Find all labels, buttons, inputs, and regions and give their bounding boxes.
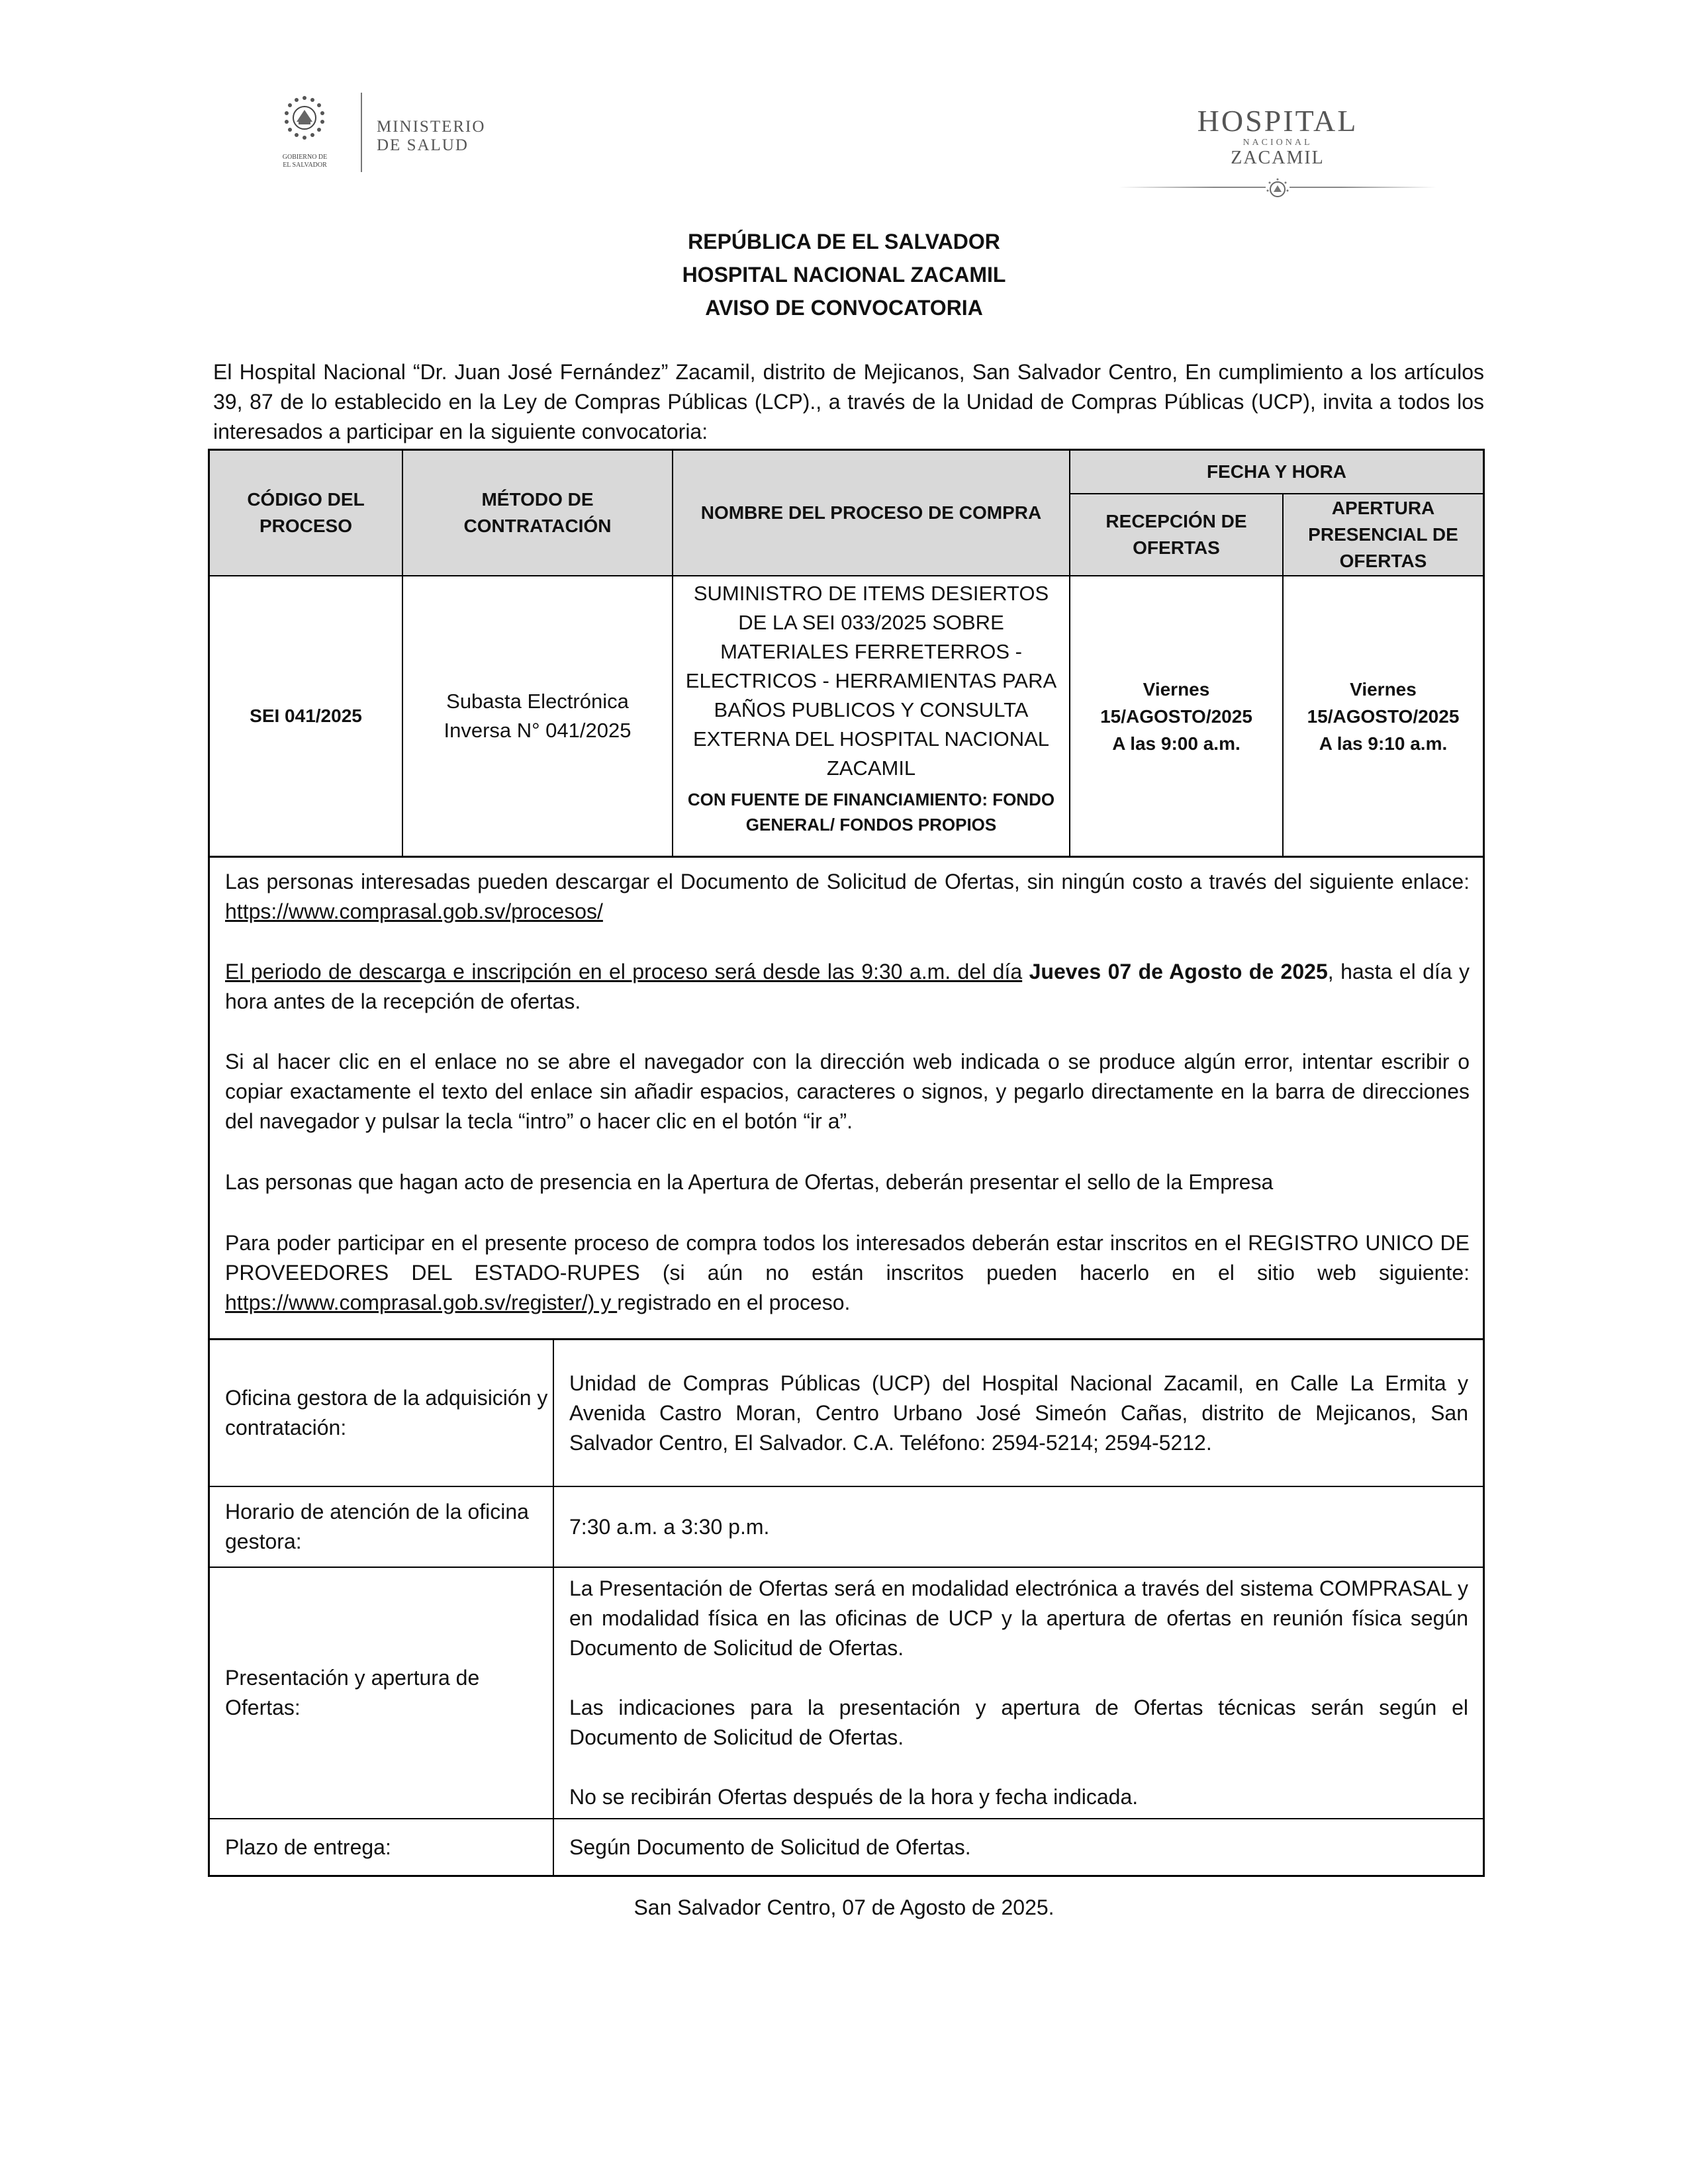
place-date-footer: San Salvador Centro, 07 de Agosto de 2025. [633,1895,1055,1919]
period-paragraph: El periodo de descarga e inscripción en el proceso será desde las 9:30 a.m. del día Jueves 07 de Agosto de 2025, hasta el día y hora antes de la recepción de ofertas. [225,960,1470,1013]
seal-paragraph: Las personas que hagan acto de presencia en la Apertura de Ofertas, deberán presentar el sello de la Empresa [225,1170,1274,1194]
ministry-name: MINISTERIO DE SALUD [377,118,486,154]
header-recepcion: RECEPCIÓN DE OFERTAS [1070,494,1284,576]
title-aviso: AVISO DE CONVOCATORIA [705,296,983,320]
procesos-link[interactable]: https://www.comprasal.gob.sv/procesos/ [225,899,603,923]
financiamiento-text: CON FUENTE DE FINANCIAMIENTO: FONDO GENERAL/ FONDOS PROPIOS [687,790,1055,835]
cell-codigo: SEI 041/2025 [210,576,403,856]
hospital-logo-nacional: NACIONAL [1243,138,1313,148]
cell-nombre [673,576,1070,856]
details-label: Horario de atención de la oficina gestora: [210,1487,554,1567]
hospital-logo-word: HOSPITAL [1197,104,1358,138]
seal-caption: GOBIERNO DE EL SALVADOR [282,154,328,169]
cell-recepcion: Viernes 15/AGOSTO/2025 A las 9:00 a.m. [1070,576,1284,856]
header-fecha-hora: FECHA Y HORA [1070,451,1483,494]
header-metodo: MÉTODO DE CONTRATACIÓN [403,451,673,576]
nombre-proceso-text: SUMINISTRO DE ITEMS DESIERTOS DE LA SEI 033/2025 SOBRE MATERIALES FERRETERROS - ELECTRICOS - HERRAMIENTAS PARA BAÑOS PUBLICOS Y CONSULTA EXTERNA DEL HOSPITAL NACIONAL ZACAMIL [685,582,1057,780]
header-nombre: NOMBRE DEL PROCESO DE COMPRA [673,451,1070,576]
logo-divider [361,93,362,172]
instructions-block [208,858,1485,1338]
download-paragraph: Las personas interesadas pueden descargar el Documento de Solicitud de Ofertas, sin ningún costo a través del siguiente enlace: https://www.comprasal.gob.sv/procesos/ [225,870,1470,923]
intro-paragraph: El Hospital Nacional “Dr. Juan José Fernández” Zacamil, distrito de Mejicanos, San Salvador Centro, En cumplimiento a los artículos 39, 87 de lo establecido en la Ley de Compras Públicas (LCP)., a través de la Unidad de Compras Públicas (UCP), invita a todos los interesados a participar en la siguiente convocatoria: [213,360,1484,443]
title-republica: REPÚBLICA DE EL SALVADOR [688,230,1000,253]
document-titles [0,225,1688,324]
header-codigo: CÓDIGO DEL PROCESO [210,451,403,576]
convocatoria-table [208,449,1485,858]
rupes-paragraph: Para poder participar en el presente proceso de compra todos los interesados deberán estar inscritos en el REGISTRO UNICO DE PROVEEDORES DEL ESTADO-RUPES (si aún no están inscritos pueden hacerlo en el sitio web siguiente: https://www.comprasal.gob.sv/register/) y registrado en el proceso. [225,1231,1470,1314]
details-label: Plazo de entrega: [210,1819,554,1875]
details-value: Según Documento de Solicitud de Ofertas. [569,1835,971,1859]
small-seal-icon [1266,177,1289,201]
details-row-presentacion [210,1568,1483,1819]
details-row-horario [210,1487,1483,1568]
hospital-zacamil-logo [1119,106,1436,205]
cell-apertura: Viernes 15/AGOSTO/2025 A las 9:10 a.m. [1307,678,1460,754]
government-seal-icon [275,93,334,179]
details-row-plazo [210,1819,1483,1875]
ministerio-salud-logo [275,93,500,179]
details-table [208,1338,1485,1877]
details-label: Presentación y apertura de Ofertas: [210,1568,554,1818]
details-value: La Presentación de Ofertas será en modalidad electrónica a través del sistema COMPRASAL y en modalidad física en las oficinas de UCP y la apertura de ofertas en reunión física según Documento de Solicitud de Ofertas. Las indicaciones para la presentación y apertura de Ofertas técnicas serán según el Documento de Solicitud de Ofertas. No se recibirán Ofertas después de la hora y fecha indicada. [569,1576,1468,1809]
details-value: Unidad de Compras Públicas (UCP) del Hospital Nacional Zacamil, en Calle La Ermita y Avenida Castro Moran, Centro Urbano José Simeón Cañas, distrito de Mejicanos, San Salvador Centro, El Salvador. C.A. Teléfono: 2594-5214; 2594-5212. [569,1371,1468,1455]
cell-metodo: Subasta Electrónica Inversa N° 041/2025 [403,576,673,856]
details-label: Oficina gestora de la adquisición y contratación: [210,1340,554,1486]
hospital-logo-zacamil: ZACAMIL [1231,148,1325,168]
register-link[interactable]: https://www.comprasal.gob.sv/register/) y [225,1291,618,1314]
header-apertura: APERTURA PRESENCIAL DE OFERTAS [1284,494,1483,576]
details-row-oficina [210,1340,1483,1487]
link-help-paragraph: Si al hacer clic en el enlace no se abre el navegador con la dirección web indicada o se produce algún error, intentar escribir o copiar exactamente el texto del enlace sin añadir espacios, caracteres o signos, y pegarlo directamente en la barra de direcciones del navegador y pulsar la tecla “intro” o hacer clic en el botón “ir a”. [225,1050,1470,1133]
title-hospital: HOSPITAL NACIONAL ZACAMIL [682,263,1006,287]
details-value: 7:30 a.m. a 3:30 p.m. [569,1514,770,1539]
